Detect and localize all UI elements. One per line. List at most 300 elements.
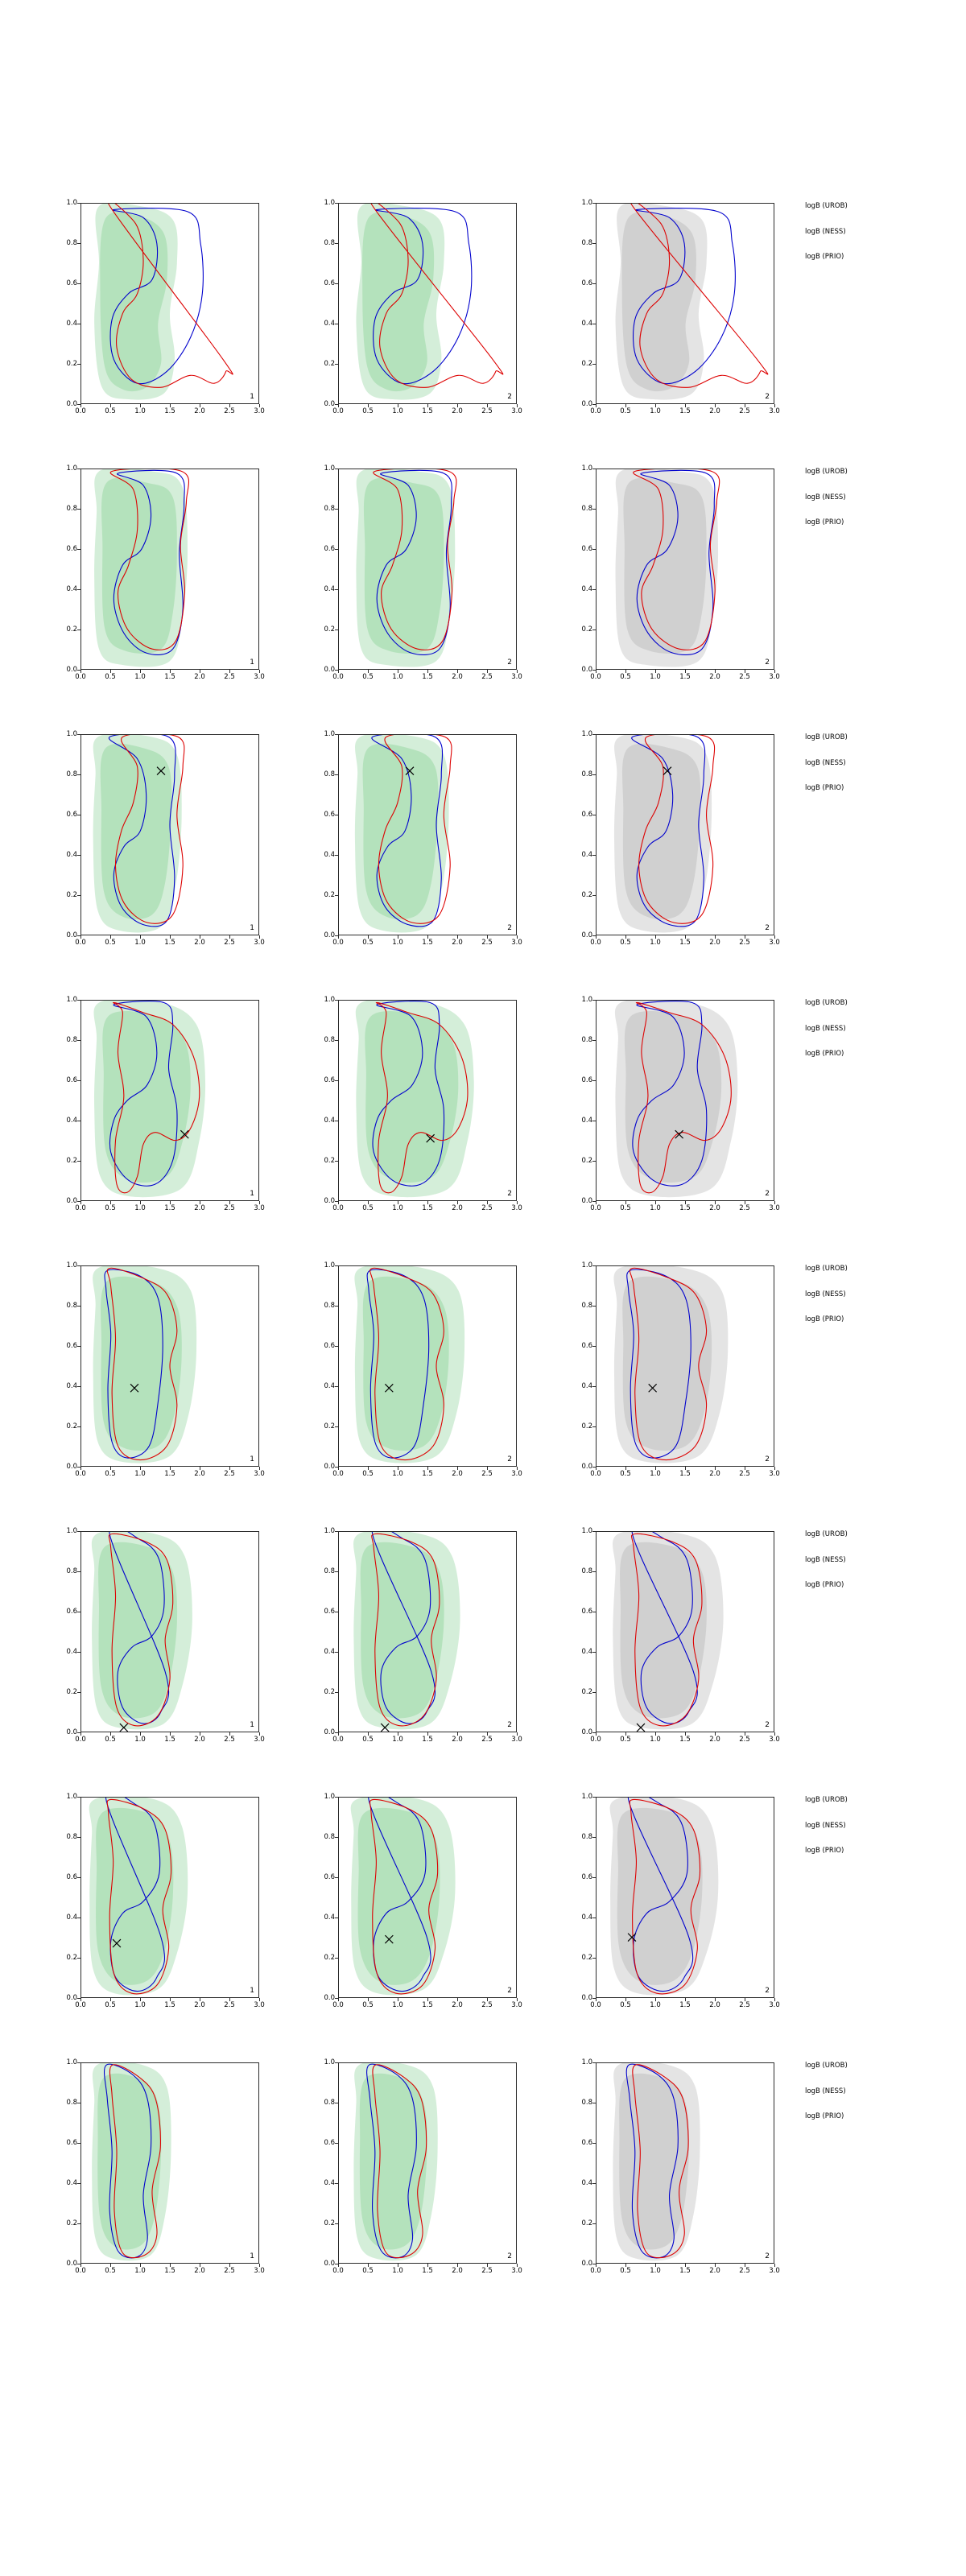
x-tick-label: 1.0 — [650, 673, 661, 681]
x-axis-ticks — [590, 1734, 780, 1747]
legend-entry: logB (PRIO) — [805, 1847, 844, 1855]
y-tick-mark — [335, 549, 338, 550]
y-tick-label: 0.0 — [581, 666, 592, 674]
chart-panel — [66, 1793, 265, 2009]
y-tick-mark — [592, 2143, 596, 2144]
chart-panel — [324, 464, 522, 681]
x-tick-label: 2.5 — [481, 939, 493, 947]
x-tick-label: 1.0 — [134, 2001, 146, 2009]
panel-tag: 1 — [250, 1455, 254, 1463]
x-tick-label: 1.0 — [134, 1736, 146, 1744]
chart-panel — [581, 199, 780, 415]
y-axis-ticks — [53, 730, 77, 939]
y-tick-label: 0.6 — [581, 1342, 592, 1350]
y-tick-label: 0.8 — [324, 2099, 335, 2107]
y-tick-label: 0.2 — [581, 625, 592, 634]
x-tick-label: 2.0 — [709, 1470, 720, 1478]
y-tick-label: 0.0 — [66, 1463, 77, 1471]
x-tick-label: 1.5 — [164, 1204, 175, 1212]
plot-axes — [80, 1000, 259, 1201]
y-tick-label: 1.0 — [324, 2058, 335, 2066]
y-tick-label: 0.2 — [581, 1954, 592, 1962]
x-tick-label: 1.5 — [164, 2267, 175, 2275]
y-tick-mark — [592, 1000, 596, 1001]
panel-tag: 1 — [250, 1987, 254, 1995]
x-tick-label: 2.0 — [709, 1204, 720, 1212]
density-region-inner — [102, 1011, 190, 1183]
y-tick-label: 0.4 — [66, 1382, 77, 1390]
chart-panel — [66, 730, 265, 947]
y-tick-mark — [77, 1386, 80, 1387]
x-tick-label: 0.5 — [105, 1470, 116, 1478]
chart-panel — [581, 464, 780, 681]
x-tick-label: 3.0 — [511, 407, 522, 415]
y-tick-label: 0.0 — [324, 1728, 335, 1736]
legend-entry: logB (NESS) — [805, 2087, 846, 2095]
y-tick-label: 0.4 — [66, 585, 77, 593]
panel-tag: 2 — [507, 924, 512, 932]
x-tick-label: 1.0 — [650, 2267, 661, 2275]
x-axis-ticks — [332, 1203, 522, 1216]
x-tick-label: 0.0 — [332, 1470, 344, 1478]
x-tick-label: 1.5 — [679, 2001, 691, 2009]
y-tick-label: 0.2 — [581, 1422, 592, 1430]
y-tick-label: 0.0 — [66, 1728, 77, 1736]
chart-panel — [66, 199, 265, 415]
plot-axes — [80, 1797, 259, 1998]
x-tick-label: 3.0 — [254, 407, 265, 415]
y-tick-mark — [335, 1040, 338, 1041]
y-tick-label: 0.2 — [324, 1157, 335, 1165]
x-tick-label: 0.5 — [105, 2001, 116, 2009]
legend — [805, 469, 966, 545]
x-tick-label: 1.0 — [134, 1204, 146, 1212]
y-axis-ticks — [311, 730, 335, 939]
chart-panel — [581, 996, 780, 1212]
y-tick-label: 0.0 — [581, 2260, 592, 2268]
y-tick-mark — [592, 243, 596, 244]
legend-entry: logB (PRIO) — [805, 2112, 844, 2120]
y-tick-label: 1.0 — [581, 2058, 592, 2066]
x-axis-ticks — [75, 406, 265, 419]
x-tick-label: 0.0 — [332, 673, 344, 681]
x-tick-label: 1.0 — [134, 1470, 146, 1478]
y-tick-mark — [592, 774, 596, 775]
x-tick-label: 0.5 — [362, 1204, 374, 1212]
y-tick-label: 1.0 — [581, 996, 592, 1004]
plot-axes — [596, 1000, 774, 1201]
x-tick-label: 0.0 — [75, 1736, 86, 1744]
chart-panel — [324, 1261, 522, 1478]
y-tick-label: 0.0 — [581, 1197, 592, 1205]
legend-entry: logB (UROB) — [805, 1530, 848, 1538]
y-tick-label: 0.8 — [581, 505, 592, 513]
y-tick-label: 0.6 — [581, 2139, 592, 2147]
x-tick-label: 2.0 — [194, 2001, 205, 2009]
x-tick-label: 0.0 — [590, 407, 601, 415]
x-tick-label: 3.0 — [254, 939, 265, 947]
chart-row — [0, 2045, 966, 2310]
x-tick-label: 2.0 — [709, 1736, 720, 1744]
y-tick-mark — [335, 1571, 338, 1572]
legend-entry: logB (UROB) — [805, 202, 848, 210]
plot-axes — [338, 1265, 517, 1467]
x-axis-ticks — [590, 671, 780, 684]
y-tick-mark — [592, 1958, 596, 1959]
chart-panel — [66, 1527, 265, 1744]
y-tick-label: 0.0 — [66, 400, 77, 408]
legend — [805, 1797, 966, 1873]
y-tick-label: 0.0 — [581, 1994, 592, 2002]
y-tick-label: 0.4 — [66, 1117, 77, 1125]
legend-entry: logB (PRIO) — [805, 1050, 844, 1058]
y-tick-label: 0.2 — [66, 1954, 77, 1962]
x-tick-label: 0.5 — [362, 939, 374, 947]
x-tick-label: 2.5 — [481, 1204, 493, 1212]
panel-tag: 2 — [507, 2252, 512, 2260]
plot-axes — [338, 734, 517, 935]
y-tick-mark — [592, 2183, 596, 2184]
y-tick-label: 1.0 — [66, 464, 77, 473]
y-tick-label: 0.4 — [581, 2179, 592, 2187]
x-tick-label: 0.0 — [590, 1470, 601, 1478]
x-tick-label: 1.0 — [134, 407, 146, 415]
x-tick-label: 2.5 — [224, 673, 235, 681]
x-axis-ticks — [332, 2265, 522, 2278]
x-tick-label: 2.0 — [452, 407, 463, 415]
y-tick-mark — [335, 1797, 338, 1798]
plot-axes — [338, 1000, 517, 1201]
x-tick-label: 2.0 — [709, 939, 720, 947]
y-tick-mark — [77, 203, 80, 204]
x-tick-label: 2.0 — [194, 673, 205, 681]
chart-row — [0, 1513, 966, 1779]
y-tick-label: 0.6 — [324, 1076, 335, 1084]
legend-entry: logB (PRIO) — [805, 784, 844, 792]
x-tick-label: 3.0 — [254, 1470, 265, 1478]
chart-panel — [581, 1793, 780, 2009]
y-tick-label: 0.2 — [66, 1422, 77, 1430]
y-tick-label: 0.0 — [324, 400, 335, 408]
x-tick-label: 2.0 — [709, 2001, 720, 2009]
plot-axes — [338, 2062, 517, 2264]
y-tick-label: 0.8 — [324, 239, 335, 247]
y-tick-mark — [77, 2223, 80, 2224]
y-tick-label: 0.8 — [581, 1036, 592, 1044]
x-tick-label: 1.5 — [164, 2001, 175, 2009]
x-tick-label: 1.0 — [650, 1736, 661, 1744]
x-tick-label: 2.0 — [194, 407, 205, 415]
y-tick-label: 0.2 — [66, 1157, 77, 1165]
x-tick-label: 0.5 — [620, 673, 631, 681]
chart-row — [0, 185, 966, 451]
plot-axes — [338, 1531, 517, 1732]
x-tick-label: 1.0 — [392, 673, 403, 681]
y-tick-label: 0.2 — [581, 1157, 592, 1165]
y-tick-mark — [592, 364, 596, 365]
density-region-inner — [363, 744, 439, 919]
y-tick-label: 0.8 — [66, 505, 77, 513]
y-tick-label: 0.8 — [324, 1036, 335, 1044]
x-tick-label: 2.5 — [739, 673, 750, 681]
density-region-inner — [625, 1011, 721, 1183]
density-region-inner — [623, 478, 706, 654]
y-tick-mark — [335, 1306, 338, 1307]
legend — [805, 734, 966, 811]
density-region-inner — [620, 1542, 707, 1719]
panel-tag: 2 — [765, 1455, 770, 1463]
y-tick-label: 0.6 — [324, 811, 335, 819]
x-tick-label: 1.0 — [650, 2001, 661, 2009]
y-tick-label: 0.4 — [324, 851, 335, 859]
panel-tag: 1 — [250, 393, 254, 401]
y-tick-label: 0.4 — [66, 1913, 77, 1922]
x-axis-ticks — [332, 1734, 522, 1747]
legend-entry: logB (PRIO) — [805, 253, 844, 261]
legend — [805, 2062, 966, 2139]
x-tick-label: 0.0 — [590, 2001, 601, 2009]
y-tick-mark — [592, 1426, 596, 1427]
legend-entry: logB (UROB) — [805, 468, 848, 476]
x-tick-label: 1.0 — [650, 407, 661, 415]
panel-tag: 2 — [507, 1190, 512, 1198]
x-axis-ticks — [590, 1203, 780, 1216]
y-tick-label: 0.0 — [581, 1463, 592, 1471]
y-tick-mark — [592, 1161, 596, 1162]
x-tick-label: 3.0 — [769, 939, 780, 947]
x-axis-ticks — [332, 406, 522, 419]
y-tick-label: 0.8 — [66, 770, 77, 778]
chart-panel — [324, 1527, 522, 1744]
y-tick-mark — [77, 1346, 80, 1347]
x-tick-label: 1.0 — [392, 407, 403, 415]
x-tick-label: 2.5 — [481, 673, 493, 681]
x-tick-label: 2.5 — [739, 1204, 750, 1212]
y-tick-label: 0.4 — [581, 851, 592, 859]
legend-entry: logB (NESS) — [805, 1555, 846, 1564]
y-tick-mark — [77, 2062, 80, 2063]
x-tick-label: 0.0 — [590, 673, 601, 681]
x-tick-label: 2.5 — [481, 2267, 493, 2275]
panel-tag: 1 — [250, 924, 254, 932]
panel-tag: 2 — [507, 1721, 512, 1729]
x-tick-label: 0.5 — [105, 1204, 116, 1212]
y-tick-mark — [592, 283, 596, 284]
x-tick-label: 3.0 — [511, 2001, 522, 2009]
y-tick-label: 1.0 — [324, 1793, 335, 1801]
y-tick-mark — [77, 1306, 80, 1307]
x-tick-label: 2.5 — [739, 2001, 750, 2009]
density-region-inner — [98, 1542, 177, 1719]
y-tick-label: 0.0 — [324, 931, 335, 939]
x-tick-label: 2.5 — [481, 1470, 493, 1478]
y-tick-mark — [77, 895, 80, 896]
x-tick-label: 2.5 — [224, 2267, 235, 2275]
y-tick-label: 0.4 — [324, 2179, 335, 2187]
x-tick-label: 3.0 — [769, 1470, 780, 1478]
y-tick-mark — [335, 1837, 338, 1838]
plot-axes — [338, 1797, 517, 1998]
panel-tag: 1 — [250, 1721, 254, 1729]
y-tick-mark — [335, 283, 338, 284]
density-region-inner — [361, 1542, 444, 1719]
y-tick-mark — [77, 1571, 80, 1572]
y-tick-mark — [335, 509, 338, 510]
y-tick-label: 0.6 — [66, 545, 77, 553]
x-tick-label: 2.5 — [481, 1736, 493, 1744]
y-tick-label: 1.0 — [581, 1527, 592, 1535]
x-tick-label: 0.5 — [620, 1204, 631, 1212]
legend — [805, 203, 966, 279]
panel-tag: 2 — [765, 1721, 770, 1729]
y-tick-label: 0.0 — [581, 931, 592, 939]
x-tick-label: 1.0 — [650, 1470, 661, 1478]
y-tick-label: 0.6 — [66, 2139, 77, 2147]
y-tick-mark — [592, 2223, 596, 2224]
y-tick-label: 0.2 — [66, 2219, 77, 2227]
y-axis-ticks — [568, 996, 592, 1205]
y-tick-label: 1.0 — [324, 1261, 335, 1269]
y-tick-label: 0.6 — [581, 1076, 592, 1084]
y-tick-mark — [335, 734, 338, 735]
y-axis-ticks — [53, 1527, 77, 1736]
y-axis-ticks — [311, 1793, 335, 2002]
y-tick-mark — [592, 1571, 596, 1572]
y-tick-label: 0.6 — [324, 2139, 335, 2147]
y-tick-mark — [592, 855, 596, 856]
y-tick-mark — [77, 364, 80, 365]
y-tick-label: 0.6 — [581, 545, 592, 553]
y-tick-mark — [77, 1797, 80, 1798]
legend — [805, 1000, 966, 1076]
x-tick-label: 2.5 — [481, 2001, 493, 2009]
y-tick-label: 0.2 — [324, 1954, 335, 1962]
x-tick-label: 3.0 — [511, 1470, 522, 1478]
y-tick-label: 1.0 — [66, 1527, 77, 1535]
x-tick-label: 2.0 — [709, 673, 720, 681]
y-tick-label: 0.6 — [66, 1342, 77, 1350]
x-axis-ticks — [590, 406, 780, 419]
x-tick-label: 0.0 — [332, 1736, 344, 1744]
y-tick-label: 0.2 — [324, 1688, 335, 1696]
y-tick-mark — [77, 549, 80, 550]
plot-axes — [338, 469, 517, 670]
x-tick-label: 1.0 — [392, 1470, 403, 1478]
x-tick-label: 0.0 — [75, 673, 86, 681]
x-tick-label: 3.0 — [769, 407, 780, 415]
legend-entry: logB (NESS) — [805, 1821, 846, 1830]
x-tick-label: 3.0 — [511, 1736, 522, 1744]
y-tick-mark — [592, 1080, 596, 1081]
panel-tag: 2 — [507, 658, 512, 667]
y-tick-label: 1.0 — [324, 1527, 335, 1535]
y-axis-ticks — [568, 2058, 592, 2268]
y-tick-mark — [335, 2143, 338, 2144]
y-tick-label: 0.2 — [324, 2219, 335, 2227]
chart-row — [0, 982, 966, 1248]
x-tick-label: 2.0 — [194, 1204, 205, 1212]
density-region-inner — [364, 478, 444, 654]
y-tick-mark — [335, 1958, 338, 1959]
legend-entry: logB (PRIO) — [805, 1315, 844, 1323]
x-tick-label: 1.5 — [422, 673, 433, 681]
x-tick-label: 3.0 — [254, 2001, 265, 2009]
y-tick-label: 0.8 — [581, 2099, 592, 2107]
y-tick-mark — [592, 509, 596, 510]
chart-panel — [324, 2058, 522, 2275]
x-tick-label: 3.0 — [254, 2267, 265, 2275]
y-tick-mark — [592, 1837, 596, 1838]
x-tick-label: 0.0 — [590, 1204, 601, 1212]
chart-panel — [66, 1261, 265, 1478]
y-tick-mark — [592, 1531, 596, 1532]
panel-tag: 2 — [507, 393, 512, 401]
x-tick-label: 2.0 — [452, 673, 463, 681]
panel-tag: 2 — [765, 924, 770, 932]
x-tick-label: 1.5 — [679, 673, 691, 681]
y-tick-label: 1.0 — [66, 730, 77, 738]
y-tick-label: 0.2 — [324, 891, 335, 899]
y-axis-ticks — [53, 1793, 77, 2002]
x-tick-label: 0.0 — [75, 1470, 86, 1478]
y-tick-label: 0.4 — [324, 1117, 335, 1125]
x-tick-label: 2.5 — [224, 939, 235, 947]
panel-tag: 1 — [250, 658, 254, 667]
y-tick-label: 0.4 — [581, 320, 592, 328]
y-tick-label: 0.0 — [324, 1994, 335, 2002]
density-region-inner — [101, 744, 172, 919]
y-tick-label: 0.2 — [581, 891, 592, 899]
y-tick-label: 0.8 — [581, 1567, 592, 1575]
y-tick-label: 1.0 — [581, 464, 592, 473]
y-tick-label: 0.4 — [324, 1648, 335, 1656]
x-axis-ticks — [332, 937, 522, 950]
y-tick-label: 0.8 — [66, 1567, 77, 1575]
y-tick-mark — [335, 1692, 338, 1693]
x-tick-label: 2.0 — [194, 1736, 205, 1744]
y-axis-ticks — [568, 1261, 592, 1471]
y-tick-label: 0.4 — [581, 1648, 592, 1656]
chart-panel — [324, 1793, 522, 2009]
y-tick-mark — [592, 203, 596, 204]
x-tick-label: 1.5 — [164, 673, 175, 681]
x-tick-label: 3.0 — [254, 673, 265, 681]
x-tick-label: 2.5 — [224, 1736, 235, 1744]
y-tick-label: 0.8 — [66, 239, 77, 247]
x-tick-label: 0.5 — [620, 407, 631, 415]
legend-entry: logB (NESS) — [805, 493, 846, 502]
y-tick-label: 0.2 — [581, 360, 592, 368]
x-tick-label: 0.0 — [332, 407, 344, 415]
y-tick-mark — [335, 1346, 338, 1347]
y-tick-label: 0.6 — [66, 1076, 77, 1084]
y-tick-label: 0.6 — [66, 1873, 77, 1881]
x-tick-label: 1.5 — [164, 1470, 175, 1478]
y-tick-mark — [77, 1265, 80, 1266]
y-tick-mark — [592, 1692, 596, 1693]
y-tick-label: 0.0 — [66, 1197, 77, 1205]
plot-axes — [80, 1531, 259, 1732]
x-tick-label: 0.0 — [332, 1204, 344, 1212]
x-tick-label: 1.5 — [679, 407, 691, 415]
y-tick-label: 0.8 — [581, 239, 592, 247]
density-region-inner — [365, 1011, 458, 1183]
y-tick-label: 0.0 — [324, 1197, 335, 1205]
x-tick-label: 1.0 — [392, 939, 403, 947]
y-tick-label: 1.0 — [66, 2058, 77, 2066]
legend-entry: logB (UROB) — [805, 999, 848, 1007]
chart-panel — [324, 199, 522, 415]
